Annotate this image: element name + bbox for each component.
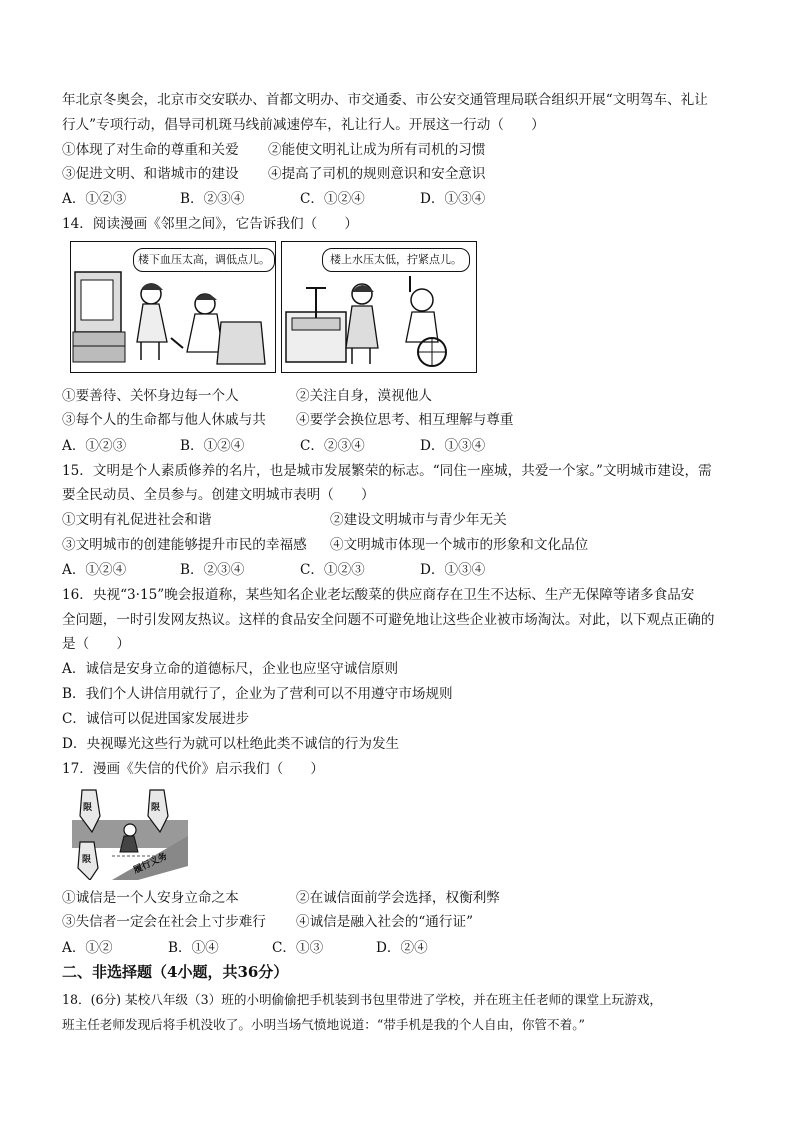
q13-statement-2: ②能使文明礼让成为所有司机的习惯 (268, 142, 486, 158)
q13-option-d: D．①③④ (420, 191, 486, 207)
q15-line1: 15．文明是个人素质修养的名片，也是城市发展繁荣的标志。“同住一座城，共爱一个家。”文明城市建设，需 (62, 463, 712, 479)
q15-statement-2: ②建设文明城市与青少年无关 (330, 512, 507, 528)
q15-option-d: D．①③④ (420, 562, 486, 578)
q16-line2: 全问题，一时引发网友热议。这样的食品安全问题不可避免地让这些企业被市场淘汰。对此，以下观点正确的 (62, 612, 715, 628)
q15-option-a: A．①②④ (62, 562, 127, 578)
q15-option-b: B．②③④ (180, 562, 245, 578)
q15-line2: 要全民动员、全员参与。创建文明城市表明（ ） (62, 487, 375, 503)
q15-option-c: C．①②③ (300, 562, 365, 578)
q14-statement-2: ②关注自身，漠视他人 (296, 388, 432, 404)
comic-cost-of-dishonesty (72, 786, 188, 880)
q17-stem: 17．漫画《失信的代价》启示我们（ ） (62, 761, 324, 777)
q13-line1: 年北京冬奥会，北京市交安联办、首都文明办、市交通委、市公安交通管理局联合组织开展“文明驾车、礼让 (62, 92, 708, 108)
q17-statement-1: ①诚信是一个人安身立命之本 (62, 890, 239, 906)
q15-statement-1: ①文明有礼促进社会和谐 (62, 512, 212, 528)
q14-option-a: A．①②③ (62, 438, 127, 454)
hand-label-top-right: 限 (151, 803, 161, 813)
q14-statement-1: ①要善待、关怀身边每一个人 (62, 388, 239, 404)
q16-option-a: A．诚信是安身立命的道德标尺，企业也应坚守诚信原则 (62, 661, 399, 677)
q16-line1: 16．央视“3·15”晚会报道称，某些知名企业老坛酸菜的供应商存在卫生不达标、生产无保障等诸多食品安 (62, 587, 695, 603)
q16-option-d: D．央视曝光这些行为就可以杜绝此类不诚信的行为发生 (62, 736, 400, 752)
q16-option-c: C．诚信可以促进国家发展进步 (62, 711, 250, 727)
q13-line2: 行人”专项行动，倡导司机斑马线前减速停车，礼让行人。开展这一行动（ ） (62, 117, 545, 133)
section-2-title: 二、非选择题（4小题，共36分） (62, 963, 289, 981)
q14-option-b: B．①②④ (180, 438, 245, 454)
speech-bubble-left: 楼下血压太高，调低点儿。 (133, 248, 275, 272)
hand-label-bottom: 限 (82, 855, 92, 865)
comic-neighbors-left-panel (70, 241, 276, 373)
q14-statement-4: ④要学会换位思考、相互理解与尊重 (296, 412, 514, 428)
q13-option-b: B．②③④ (180, 191, 245, 207)
q17-statement-2: ②在诚信面前学会选择，权衡利弊 (296, 890, 500, 906)
q13-statement-4: ④提高了司机的规则意识和安全意识 (268, 166, 486, 182)
q13-statement-3: ③促进文明、和谐城市的建设 (62, 166, 239, 182)
q13-option-c: C．①②④ (300, 191, 365, 207)
q17-option-d: D．②④ (376, 940, 428, 956)
q15-statement-4: ④文明城市体现一个城市的形象和文化品位 (330, 537, 589, 553)
q17-statement-4: ④诚信是融入社会的“通行证” (296, 914, 474, 930)
speech-bubble-right: 楼上水压太低，拧紧点儿。 (322, 248, 470, 272)
q17-option-b: B．①④ (168, 940, 219, 956)
q17-statement-3: ③失信者一定会在社会上寸步难行 (62, 914, 266, 930)
q16-line3: 是（ ） (62, 636, 130, 652)
q13-statement-1: ①体现了对生命的尊重和关爱 (62, 142, 239, 158)
q14-option-c: C．②③④ (300, 438, 365, 454)
q14-statement-3: ③每个人的生命都与他人休戚与共 (62, 412, 266, 428)
q14-stem: 14．阅读漫画《邻里之间》，它告诉我们（ ） (62, 216, 358, 232)
comic-neighbors-right-panel (281, 241, 477, 373)
hand-label-top-left: 限 (83, 803, 93, 813)
road-label: 履行义务 (132, 851, 170, 877)
q16-option-b: B．我们个人讲信用就行了，企业为了营利可以不用遵守市场规则 (62, 686, 453, 702)
q17-option-a: A．①② (62, 940, 113, 956)
q17-option-c: C．①③ (272, 940, 324, 956)
q14-option-d: D．①③④ (420, 438, 486, 454)
q15-statement-3: ③文明城市的创建能够提升市民的幸福感 (62, 537, 307, 553)
q18-line1: 18．(6分) 某校八年级（3）班的小明偷偷把手机装到书包里带进了学校，并在班主任老师的课堂上玩游戏， (62, 992, 663, 1007)
q13-option-a: A．①②③ (62, 191, 127, 207)
q18-line2: 班主任老师发现后将手机没收了。小明当场气愤地说道：“带手机是我的个人自由，你管不着。” (62, 1017, 585, 1032)
